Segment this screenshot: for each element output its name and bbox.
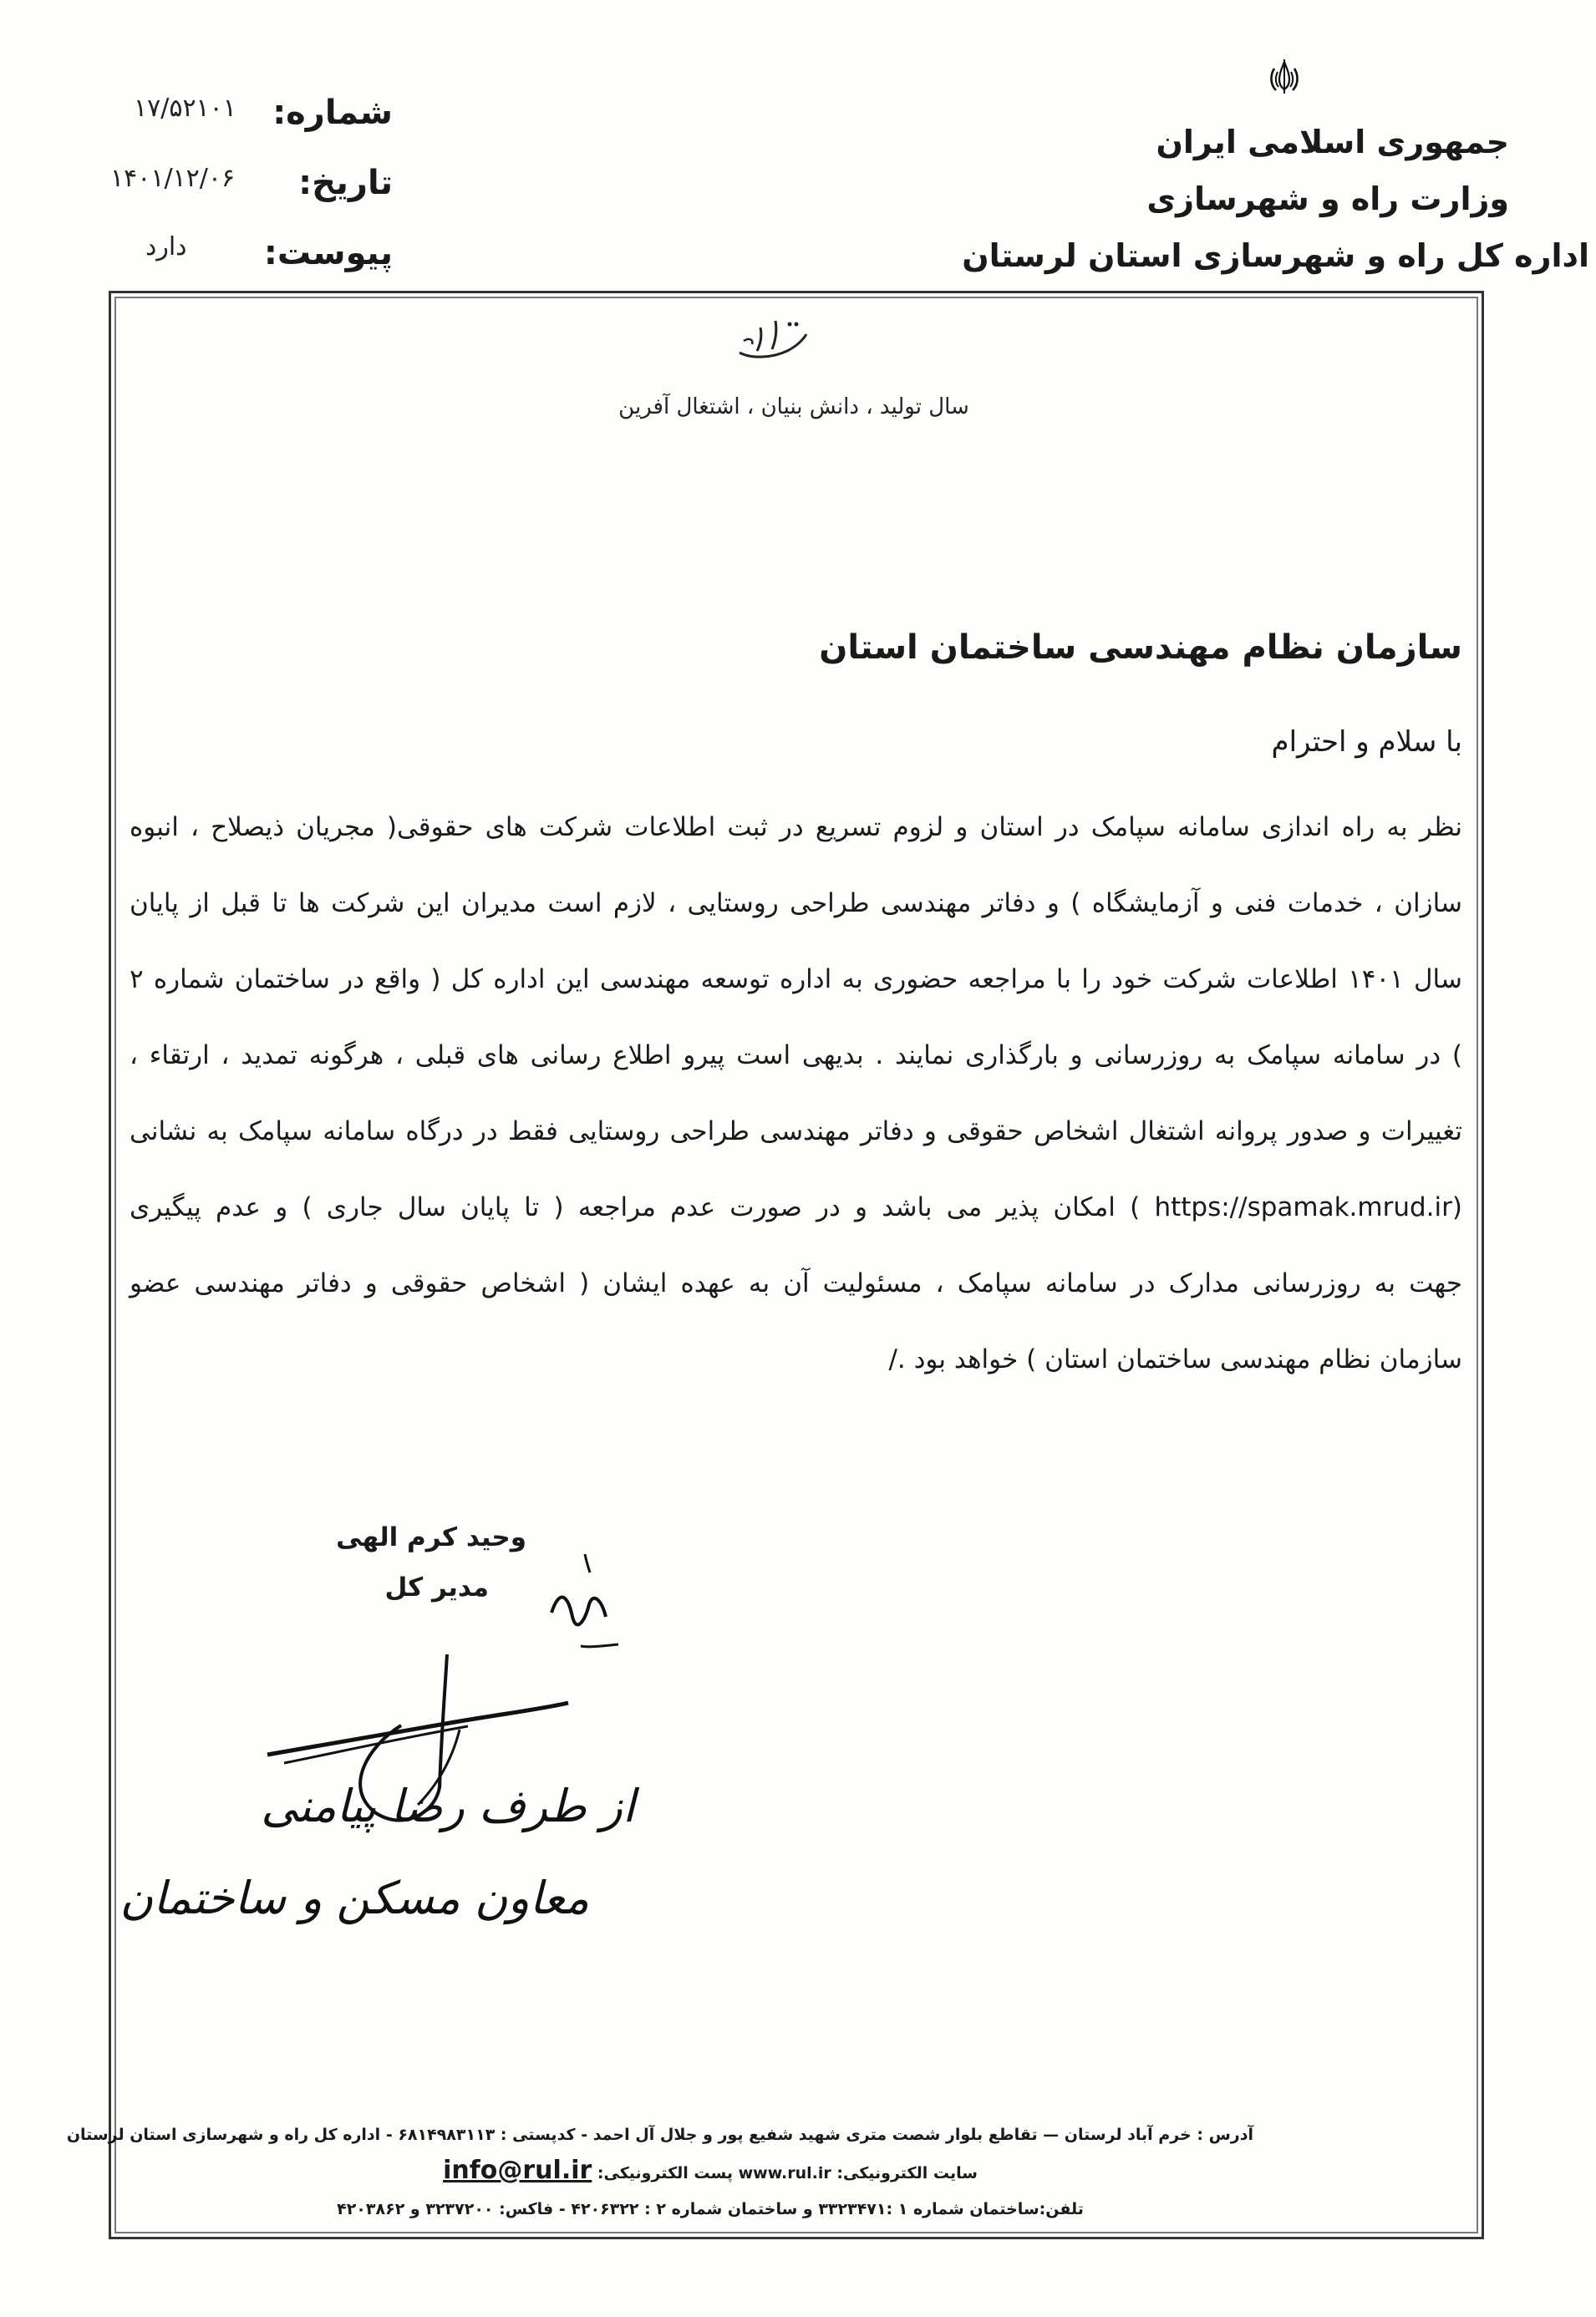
signer-name: وحید کرم الهی <box>336 1522 526 1552</box>
footer-email[interactable]: info@rul.ir <box>443 2156 592 2185</box>
footer-email-label: پست الکترونیکی: <box>597 2164 733 2182</box>
body-line: تغییرات و صدور پروانه اشتغال اشخاص حقوقی و دفاتر مهندسی طراحی روستایی فقط در درگاه سامانه سپامک به نشانی <box>130 1116 1462 1146</box>
motto-calligraphy-mark <box>727 309 819 376</box>
letter-date-label: تاریخ: <box>298 164 393 202</box>
letter-footer <box>66 2118 1253 2226</box>
recipient-title: سازمان نظام مهندسی ساختمان استان <box>819 628 1462 667</box>
body-line: (https://spamak.mrud.ir ) امکان پذیر می باشد و در صورت عدم مراجعه ( تا پایان سال جاری ) و عدم پیگیری <box>130 1192 1462 1222</box>
body-line: سازان ، خدمات فنی و آزمایشگاه ) و دفاتر مهندسی طراحی روستایی ، لازم است مدیران این شرکت ها تا قبل از پایان <box>130 888 1462 918</box>
greeting-line: با سلام و احترام <box>1271 725 1462 759</box>
year-motto: سال تولید ، دانش بنیان ، اشتغال آفرین <box>618 394 969 419</box>
letter-attachment-value: دارد <box>145 232 187 262</box>
footer-website-label: سایت الکترونیکی: <box>836 2164 978 2182</box>
org-line-country: جمهوری اسلامی ایران <box>1156 124 1509 160</box>
letter-number-label: شماره: <box>272 94 393 132</box>
body-line: ) در سامانه سپامک به روزرسانی و بارگذاری نمایند . بدیهی است پیرو اطلاع رسانی های قبلی ، هرگونه تمدید ، ارتقاء ، <box>130 1040 1462 1070</box>
letter-attachment-label: پیوست: <box>263 234 393 272</box>
body-line: سازمان نظام مهندسی ساختمان استان ) خواهد بود ./ <box>888 1344 1462 1374</box>
signer-title: مدیر کل <box>384 1573 489 1603</box>
letter-body <box>130 802 1462 1410</box>
handwritten-deputy-line: معاون مسکن و ساختمان <box>119 1872 589 1924</box>
iran-emblem-icon <box>1263 57 1305 99</box>
letter-number-value: ۱۷/۵۲۱۰۱ <box>134 94 236 123</box>
body-line: نظر به راه اندازی سامانه سپامک در استان و لزوم تسریع در ثبت اطلاعات شرکت های حقوقی( مجریان ذیصلاح ، انبوه <box>130 812 1462 842</box>
footer-phones: تلفن:ساختمان شماره ۱ :۳۳۲۳۴۷۱ و ساختمان شماره ۲ : ۴۲۰۶۳۲۲ - فاکس: ۳۲۳۷۲۰۰ و ۴۲۰۳۸۶۲ <box>337 2200 1084 2218</box>
organization-header <box>924 114 1589 284</box>
footer-address: آدرس : خرم آباد لرستان — تقاطع بلوار شصت متری شهید شفیع پور و جلال آل احمد - کدپستی : ۶۸۱۴۹۸۳۱۱۳ - اداره کل راه و شهرسازی استان لرستان <box>66 2126 1253 2144</box>
body-line: سال ۱۴۰۱ اطلاعات شرکت خود را با مراجعه حضوری به اداره توسعه مهندسی این اداره کل ( واقع در ساختمان شماره ۲ <box>130 964 1462 994</box>
org-line-ministry: وزارت راه و شهرسازی <box>1146 180 1509 217</box>
footer-website[interactable]: www.rul.ir <box>738 2164 831 2182</box>
footer-contact-line <box>167 2152 1253 2193</box>
body-line: جهت به روزرسانی مدارک در سامانه سپامک ، مسئولیت آن به عهده ایشان ( اشخاص حقوقی و دفاتر مهندسی عضو <box>130 1268 1462 1298</box>
org-line-directorate: اداره کل راه و شهرسازی استان لرستان <box>962 237 1589 274</box>
letter-date-value: ۱۴۰۱/۱۲/۰۶ <box>110 164 236 193</box>
handwritten-on-behalf-line: از طرف رضا پیامنی <box>261 1780 635 1832</box>
